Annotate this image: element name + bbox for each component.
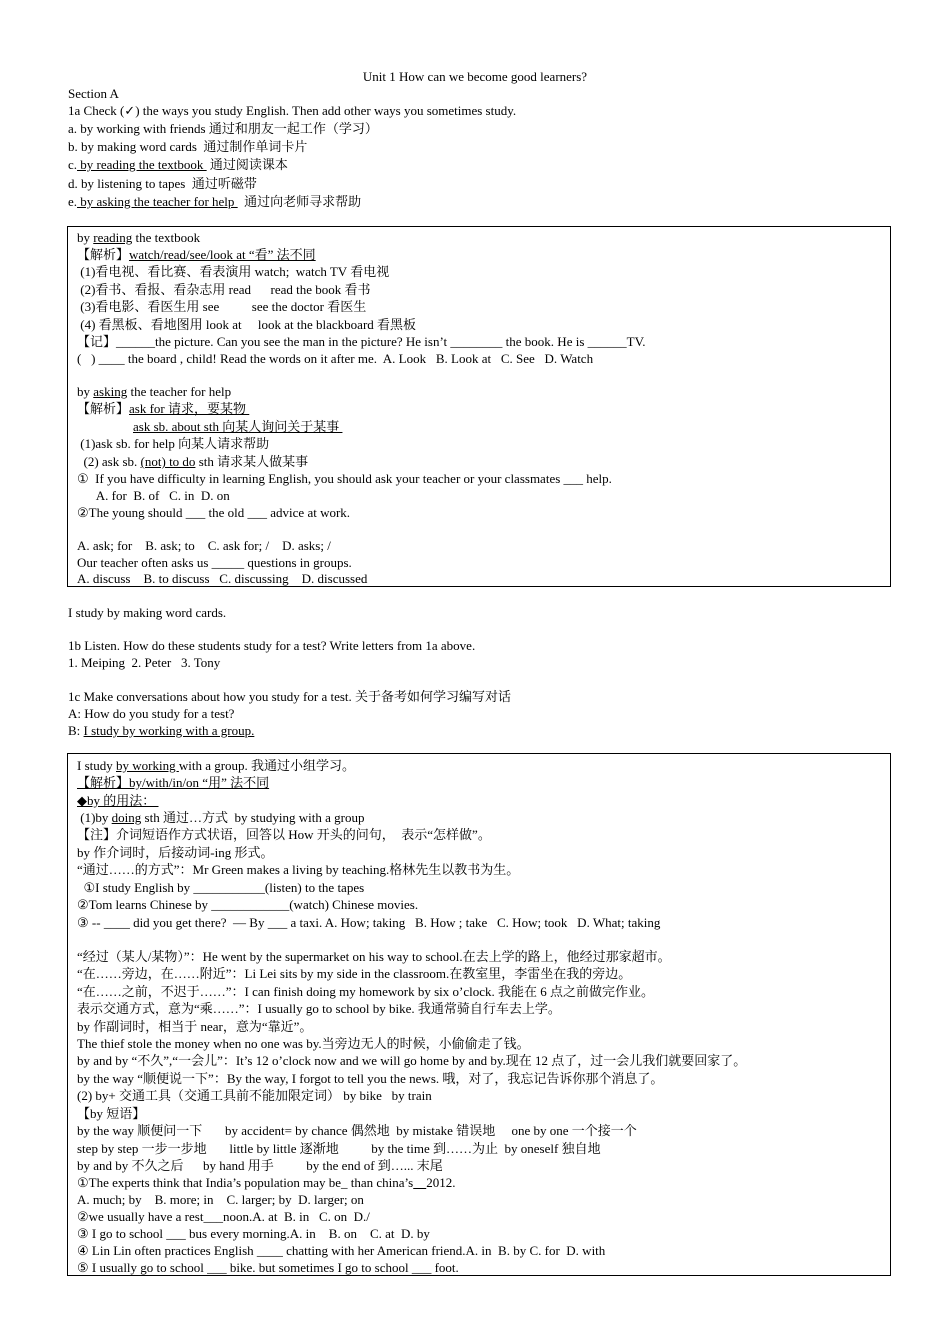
underlined-text: by working — [116, 758, 179, 773]
underlined-text: I study by working with a group. — [83, 723, 255, 738]
text: B: — [68, 723, 84, 738]
item-text: a. by working with friends — [68, 121, 209, 136]
text: (2) ask sb. — [77, 454, 141, 469]
note-line: A. ask; for B. ask; to C. ask for; / D. asks; / — [77, 538, 331, 553]
item-underlined: by reading the textbook — [77, 157, 207, 172]
note-line: “经过（某人/某物）”：He went by the supermarket on his way to school.在去上学的路上，他经过那家超市。 — [77, 949, 671, 964]
note-line: “通过……的方式”：Mr Green makes a living by teaching.格林先生以教书为生。 — [77, 862, 520, 877]
note-line: ① If you have difficulty in learning English, you should ask your teacher or your classmates ___ help. — [77, 471, 612, 486]
item-text: e. — [68, 194, 78, 209]
text: by — [77, 230, 94, 245]
note-line: (4) 看黑板、看地图用 look at look at the blackboard 看黑板 — [77, 317, 417, 332]
note-line — [77, 246, 316, 263]
text: 【解析】 — [77, 401, 130, 416]
note-line: (3)看电影、看医生用 see see the doctor 看医生 — [77, 299, 367, 314]
note-line: 【by 短语】 — [77, 1106, 146, 1121]
note-line — [77, 453, 308, 470]
note-line: A. for B. of C. in D. on — [77, 488, 230, 503]
exercise-1a-instruction: 1a Check (✓) the ways you study English. Then add other ways you sometimes study. — [68, 103, 517, 118]
underlined-text: 【解析】by/with/in/on “用” 法不同 — [77, 775, 270, 790]
note-line: “在……之前，不迟于……”：I can finish doing my homework by six o’clock. 我能在 6 点之前做完作业。 — [77, 984, 654, 999]
note-line — [77, 229, 200, 246]
underlined-text: (not) to do — [140, 454, 196, 469]
item-text: c. — [68, 157, 78, 172]
note-line: by 作介词时，后接动词-ing 形式。 — [77, 845, 274, 860]
note-line — [77, 792, 159, 809]
dialog-line-a: A: How do you study for a test? — [68, 706, 235, 721]
list-item — [68, 175, 257, 192]
text: ①The experts think that India’s population may be_ than china’s — [77, 1175, 414, 1190]
note-line: ( ) ____ the board , child! Read the words on it after me. A. Look B. Look at C. See D. Watch — [77, 351, 594, 366]
text: sth 请求某人做某事 — [195, 454, 309, 469]
list-item — [68, 120, 378, 137]
note-line: The thief stole the money when no one was by.当旁边无人的时候，小偷偷走了钱。 — [77, 1036, 530, 1051]
note-line: 【注】介词短语作方式状语，回答以 How 开头的问句， 表示“怎样做”。 — [77, 827, 491, 842]
text: by — [77, 384, 94, 399]
item-translation: 通过阅读课本 — [206, 157, 288, 172]
note-line: by the way 顺便问一下 by accident= by chance 偶然地 by mistake 错误地 one by one 一个接一个 — [77, 1123, 637, 1138]
exercise-1b-names: 1. Meiping 2. Peter 3. Tony — [68, 655, 221, 670]
note-line: (1)看电视、看比赛、看表演用 watch; watch TV 看电视 — [77, 264, 390, 279]
note-line — [133, 418, 342, 435]
note-line: by and by “不久”,“一会儿”：It’s 12 o’clock now and we will go home by and by.现在 12 点了，过一会儿我们就要回家了。 — [77, 1053, 747, 1068]
text: 2012. — [426, 1175, 456, 1190]
page-title: Unit 1 How can we become good learners? — [362, 69, 588, 84]
note-line: ③ -- ____ did you get there? — By ___ a taxi. A. How; taking B. How ; take C. How; took D. What; taking — [77, 915, 661, 930]
underlined-text: ask for 请求，要某物 — [129, 401, 250, 416]
note-line — [77, 400, 249, 417]
note-line: by the way “顺便说一下”：By the way, I forgot to tell you the news. 哦，对了，我忘记告诉你那个消息了。 — [77, 1071, 664, 1086]
note-line: “在……旁边，在……附近”：Li Lei sits by my side in the classroom.在教室里，李雷坐在我的旁边。 — [77, 966, 632, 981]
note-line: by and by 不久之后 by hand 用手 by the end of 到…... 末尾 — [77, 1158, 443, 1173]
text: (1)by — [77, 810, 112, 825]
exercise-1c-instruction: 1c Make conversations about how you study for a test. 关于备考如何学习编写对话 — [68, 689, 512, 704]
text: 【解析】 — [77, 247, 130, 262]
note-line: ④ Lin Lin often practices English ____ chatting with her American friend.A. in B. by C. for D. with — [77, 1243, 606, 1258]
underlined-text: ◆by 的用法： — [77, 793, 159, 808]
exercise-1b-instruction: 1b Listen. How do these students study for a test? Write letters from 1a above. — [68, 638, 476, 653]
note-line: ⑤ I usually go to school ___ bike. but sometimes I go to school ___ foot. — [77, 1260, 459, 1275]
text: the textbook — [132, 230, 201, 245]
list-item — [68, 193, 361, 210]
section-heading: Section A — [68, 86, 119, 101]
note-line: (2)看书、看报、看杂志用 read read the book 看书 — [77, 282, 371, 297]
note-line — [77, 774, 269, 791]
note-line — [77, 383, 231, 400]
note-line: 【记】______the picture. Can you see the man in the picture? He isn’t ________ the book. He is ______TV. — [77, 334, 646, 349]
list-item — [68, 156, 288, 173]
note-line: step by step 一步一步地 little by little 逐渐地 by the time 到……为止 by oneself 独自地 — [77, 1141, 601, 1156]
note-line: A. much; by B. more; in C. larger; by D. larger; on — [77, 1192, 364, 1207]
text: sth 通过…方式 by studying with a group — [141, 810, 365, 825]
item-translation: 通过和朋友一起工作（学习） — [208, 121, 378, 136]
note-line: ③ I go to school ___ bus every morning.A. in B. on C. at D. by — [77, 1226, 430, 1241]
example-sentence: I study by making word cards. — [68, 605, 227, 620]
item-text: b. by making word cards 通过制作单词卡片 — [68, 139, 308, 154]
note-line: A. discuss B. to discuss C. discussing D. discussed — [77, 571, 368, 586]
underlined-word: doing — [111, 810, 142, 825]
note-line: ②we usually have a rest___noon.A. at B. in C. on D./ — [77, 1209, 370, 1224]
underlined-word: asking — [93, 384, 128, 399]
blank — [413, 1175, 426, 1190]
note-line: (1)ask sb. for help 向某人请求帮助 — [77, 436, 270, 451]
underlined-text: ask sb. about sth 向某人询问关于某事 — [133, 419, 343, 434]
item-text: d. by listening to tapes 通过听磁带 — [68, 176, 257, 191]
list-item — [68, 138, 307, 155]
underlined-word: reading — [93, 230, 133, 245]
note-line: Our teacher often asks us _____ questions in groups. — [77, 555, 352, 570]
note-line: ②The young should ___ the old ___ advice at work. — [77, 505, 351, 520]
item-underlined: by asking the teacher for help — [77, 194, 238, 209]
underlined-text: watch/read/see/look at “看” 法不同 — [129, 247, 316, 262]
note-line: 表示交通方式，意为“乘……”：I usually go to school by bike. 我通常骑自行车去上学。 — [77, 1001, 561, 1016]
note-line: ②Tom learns Chinese by ____________(watch) Chinese movies. — [77, 897, 419, 912]
note-line — [77, 809, 364, 826]
text: I study — [77, 758, 116, 773]
note-line: ①I study English by ___________(listen) to the tapes — [77, 880, 365, 895]
item-translation: 通过向老师寻求帮助 — [237, 194, 362, 209]
note-line: (2) by+ 交通工具（交通工具前不能加限定词） by bike by train — [77, 1088, 432, 1103]
text: the teacher for help — [127, 384, 232, 399]
note-line — [77, 1174, 455, 1191]
text: with a group. 我通过小组学习。 — [178, 758, 356, 773]
note-line: by 作副词时，相当于 near，意为“靠近”。 — [77, 1019, 313, 1034]
dialog-line-b — [68, 722, 254, 739]
note-line — [77, 757, 355, 774]
